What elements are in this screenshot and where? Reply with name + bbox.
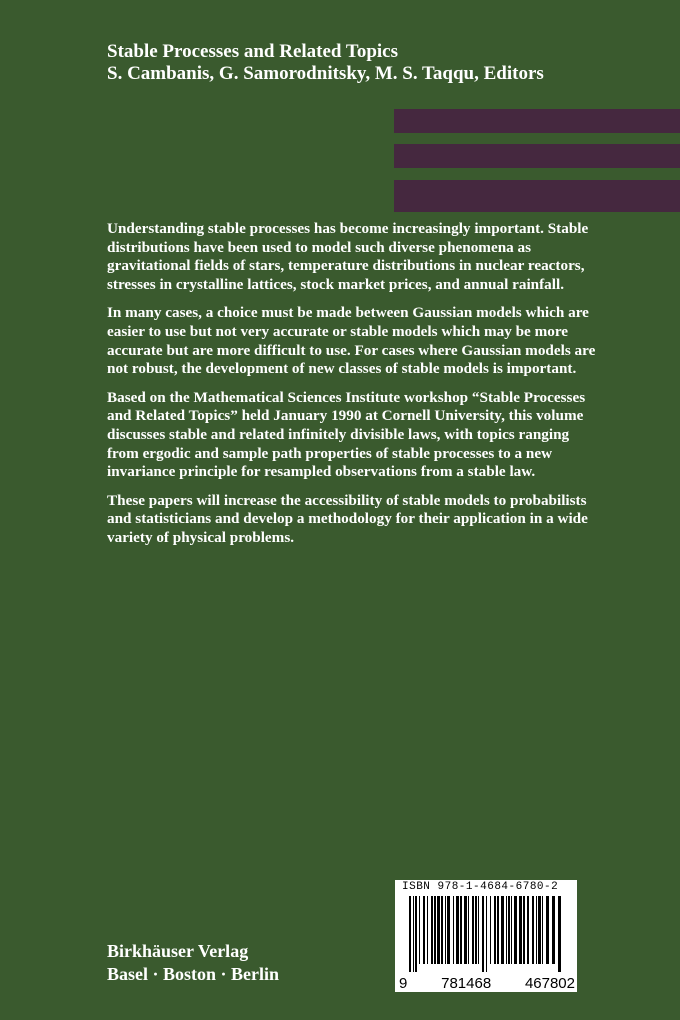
barcode-digit-first: 9 <box>399 975 408 992</box>
barcode-stripe <box>423 896 425 964</box>
barcode-stripe <box>441 896 443 964</box>
barcode-stripe <box>558 896 561 972</box>
book-title: Stable Processes and Related Topics <box>107 41 399 62</box>
barcode-stripe <box>456 896 459 964</box>
isbn-label: ISBN 978-1-4684-6780-2 <box>402 881 559 893</box>
barcode-stripe <box>464 896 467 964</box>
barcode-digits-right: 467802 <box>524 975 575 992</box>
publisher-cities: Basel · Boston · Berlin <box>107 964 280 984</box>
decorative-band-3 <box>394 180 680 212</box>
barcode-stripe <box>460 896 462 964</box>
barcode-stripe <box>431 896 433 964</box>
blurb-text <box>107 220 597 558</box>
barcode-stripe <box>413 896 414 972</box>
barcode-stripe <box>434 896 436 964</box>
isbn-barcode <box>395 880 577 992</box>
barcode-stripe <box>536 896 537 964</box>
barcode-stripe <box>482 896 484 972</box>
barcode-stripe <box>508 896 510 964</box>
blurb-paragraph-4: These papers will increase the accessibility of stable models to probabilists and statisticians and develop a methodology for their application in a wide variety of physical problems. <box>107 491 588 546</box>
publisher-name: Birkhäuser Verlag <box>107 941 249 961</box>
barcode-stripe <box>475 896 477 964</box>
barcode-stripe <box>409 896 411 972</box>
barcode-stripe <box>538 896 541 964</box>
barcode-bars <box>403 896 569 972</box>
barcode-stripe <box>527 896 529 964</box>
barcode-digits <box>399 975 575 992</box>
barcode-stripe <box>472 896 474 964</box>
barcode-stripe <box>506 896 507 964</box>
barcode-stripe <box>478 896 479 964</box>
barcode-stripe <box>447 896 450 964</box>
barcode-digits-left: 781468 <box>441 975 492 992</box>
barcode-stripe <box>437 896 440 964</box>
barcode-stripe <box>519 896 522 964</box>
title-block <box>107 41 667 85</box>
decorative-band-2 <box>394 144 680 168</box>
barcode-stripe <box>453 896 454 964</box>
barcode-stripe <box>514 896 517 964</box>
barcode-stripe <box>419 896 420 964</box>
barcode-stripe <box>542 896 543 964</box>
barcode-stripe <box>552 896 555 964</box>
decorative-band-1 <box>394 109 680 133</box>
barcode-stripe <box>445 896 446 964</box>
blurb-paragraph-1: Understanding stable processes has become increasingly important. Stable distributions have been used to model such diverse phenomena as gravitational fields of stars, temperature distributions in nuclear reactors, stresses in crystalline lattices, stock market prices, and annual rainfall. <box>107 220 589 293</box>
barcode-stripe <box>546 896 549 964</box>
barcode-stripe <box>501 896 504 964</box>
barcode-stripe <box>511 896 512 964</box>
barcode-stripe <box>468 896 469 964</box>
barcode-stripe <box>532 896 534 964</box>
blurb-paragraph-3: Based on the Mathematical Sciences Institute workshop “Stable Processes and Related Topics” held January 1990 at Cornell University, this volume discusses stable and related infinitely divisible laws, with topics ranging from ergodic and sample path properties of stable processes to a new invariance principle for resampled observations from a stable law. <box>107 388 586 481</box>
barcode-stripe <box>486 896 487 972</box>
barcode-stripe <box>523 896 525 964</box>
barcode-stripe <box>497 896 499 964</box>
barcode-stripe <box>494 896 496 964</box>
barcode-stripe <box>415 896 417 972</box>
publisher-block <box>107 940 279 986</box>
barcode-stripe <box>427 896 428 964</box>
blurb-paragraph-2: In many cases, a choice must be made between Gaussian models which are easier to use but not very accurate or stable models which may be more accurate but are more difficult to use. For cases where Gaussian models are not robust, the development of new classes of stable models is important. <box>107 304 596 378</box>
barcode-stripe <box>490 896 491 964</box>
book-editors: S. Cambanis, G. Samorodnitsky, M. S. Taqqu, Editors <box>107 63 544 84</box>
